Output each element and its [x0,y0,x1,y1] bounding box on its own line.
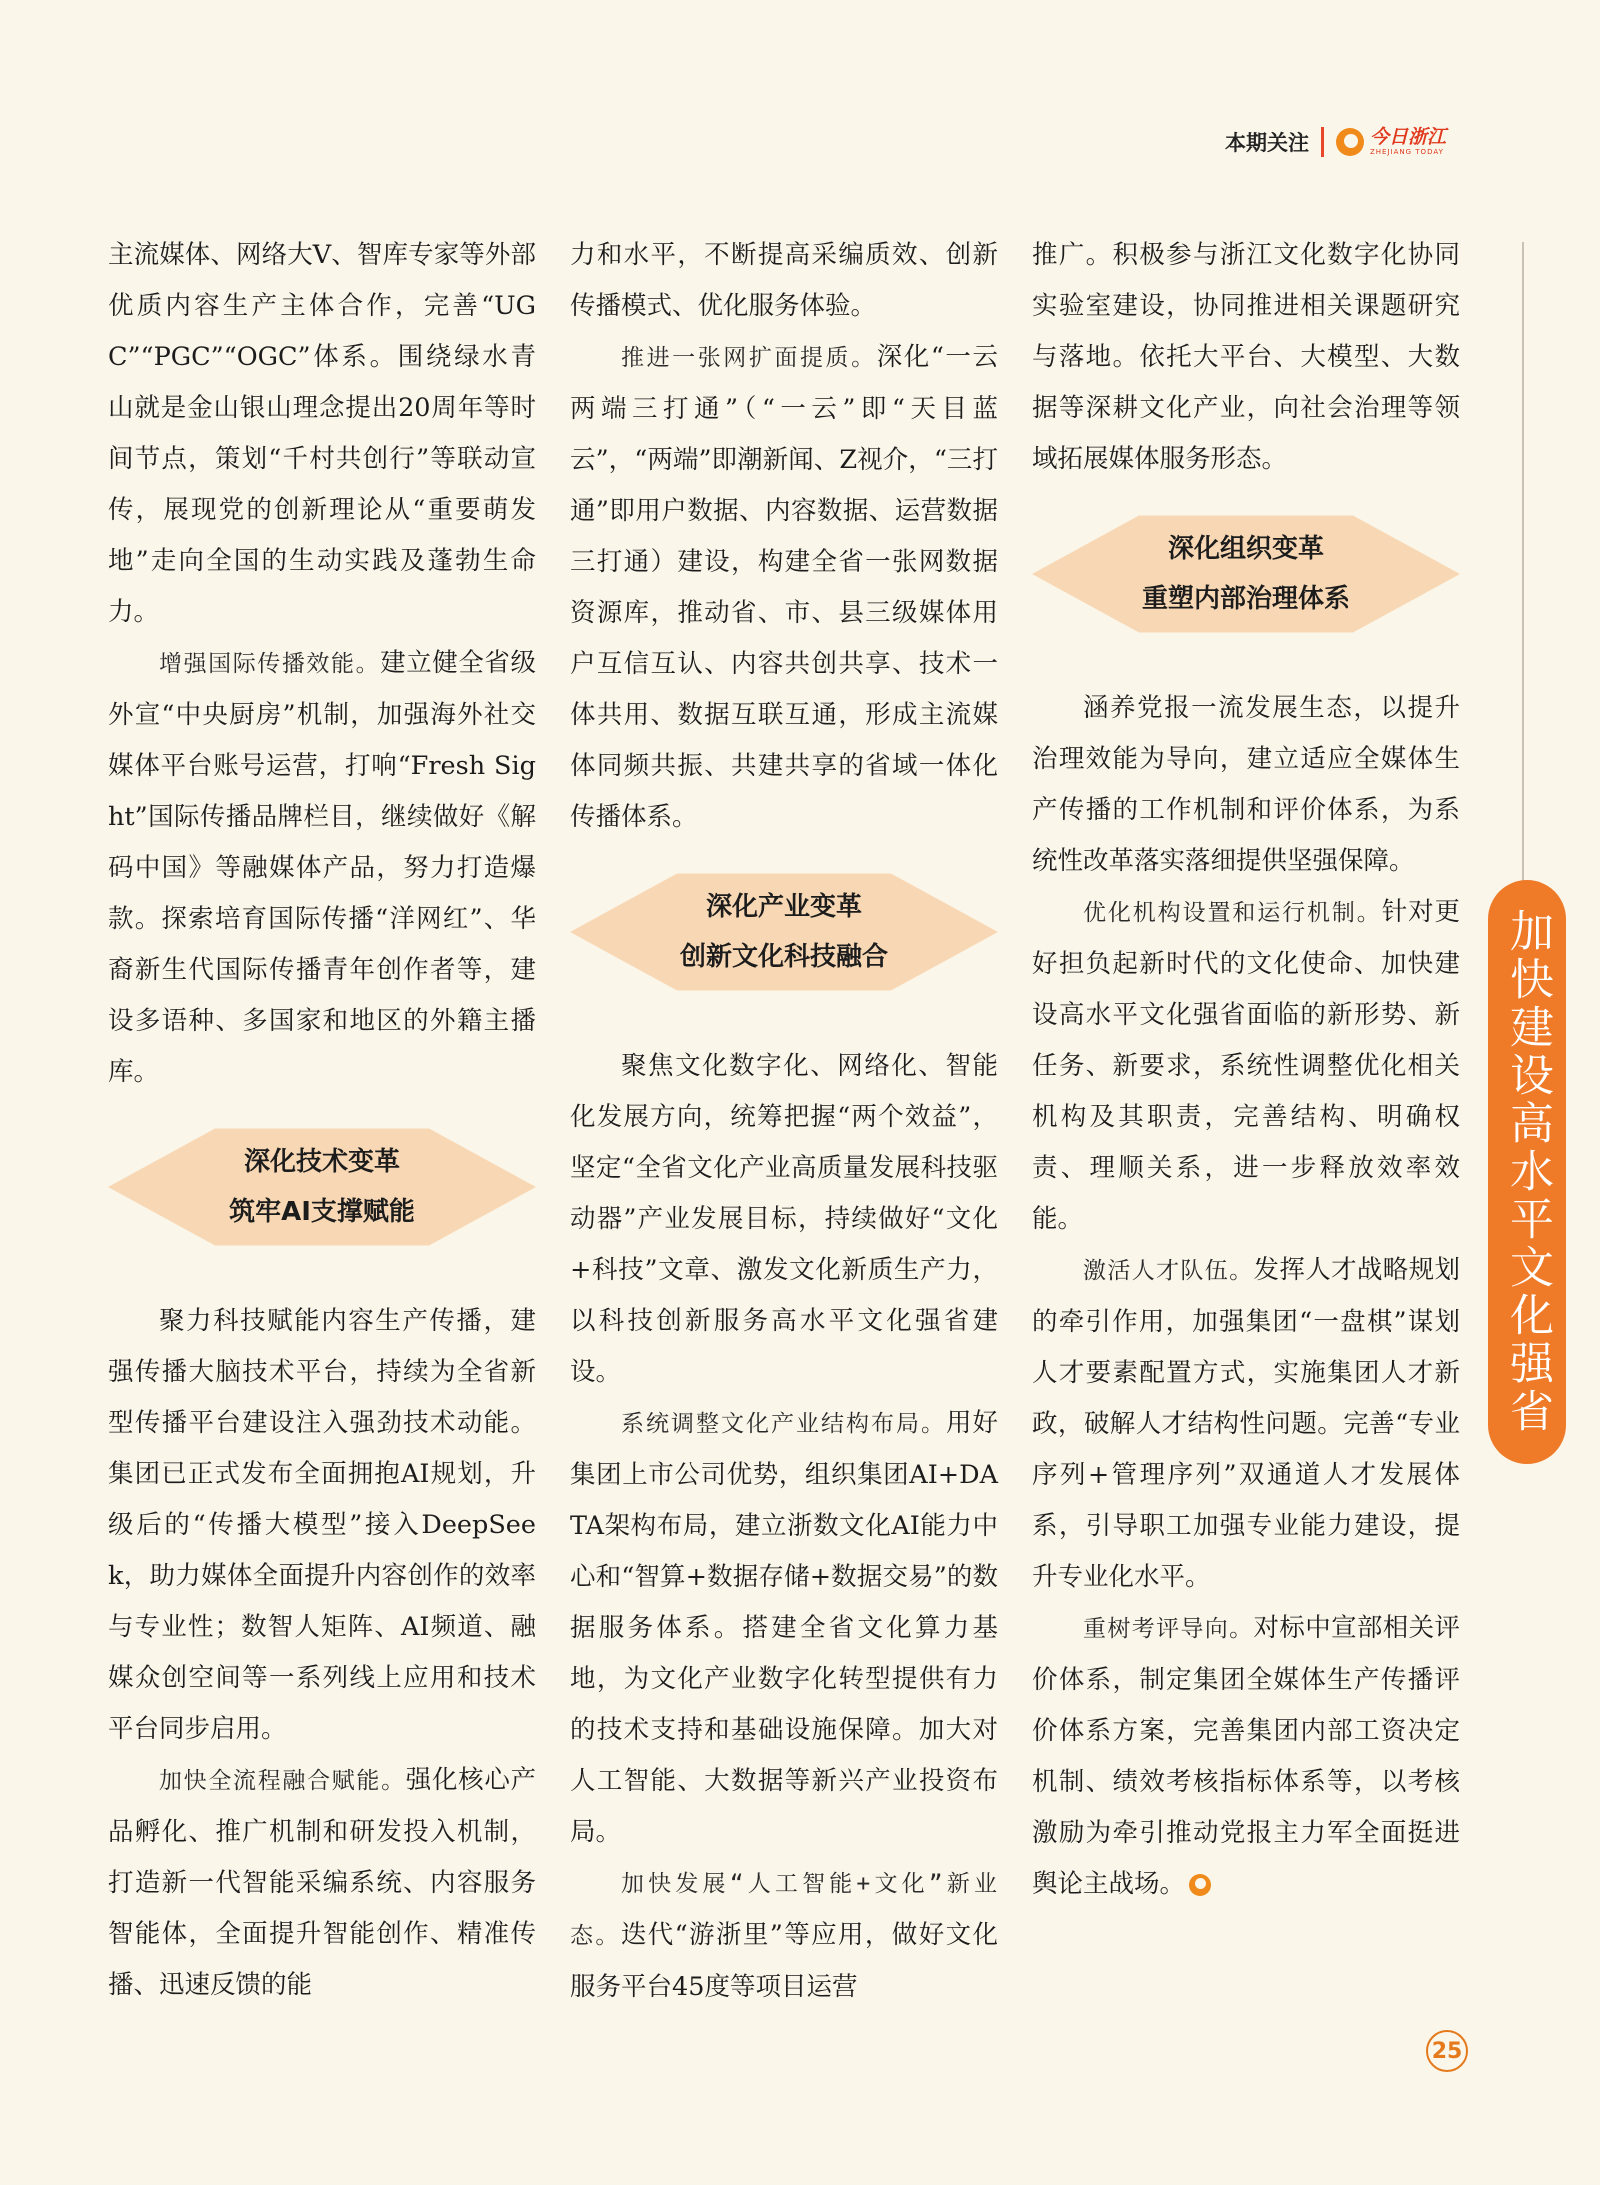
paragraph-body: 迭代“游浙里”等应用，做好文化服务平台45度等项目运营 [570,1920,999,2002]
subheading-line2: 重塑内部治理体系 [1141,584,1350,614]
subheading-line2: 筑牢AI支撑赋能 [229,1197,415,1227]
paragraph-lead: 推进一张网扩面提质。 [621,345,877,371]
paragraph-lead: 激活人才队伍。 [1083,1258,1254,1284]
magazine-logo [1336,128,1446,156]
subheading-line1: 深化产业变革 [705,892,862,922]
page-header [1225,124,1446,160]
subheading-line2: 创新文化科技融合 [679,942,888,972]
paragraph-body: 强化核心产品孵化、推广机制和研发投入机制，打造新一代智能采编系统、内容服务智能体，全面提升智能创作、精准传播、迅速反馈的能 [108,1765,536,2000]
subheading-line1: 深化组织变革 [1167,534,1324,564]
page-number: 25 [1426,2030,1468,2072]
paragraph [570,332,998,843]
paragraph [1032,887,1460,1245]
column-1 [108,230,536,2011]
subheading-line1: 深化技术变革 [243,1147,400,1177]
logo-subtitle: ZHEJIANG TODAY [1370,148,1444,156]
header-divider [1321,127,1324,157]
paragraph: 推广。积极参与浙江文化数字化协同实验室建设，协同推进相关课题研究与落地。依托大平台、大模型、大数据等深耕文化产业，向社会治理等领域拓展媒体服务形态。 [1032,240,1460,474]
paragraph-lead: 系统调整文化产业结构布局。 [621,1411,946,1437]
paragraph: 涵养党报一流发展生态，以提升治理效能为导向，建立适应全媒体生产传播的工作机制和评价体系，为系统性改革落实落细提供坚强保障。 [1032,693,1460,876]
paragraph-body: 用好集团上市公司优势，组织集团AI+DATA架构布局，建立浙数文化AI能力中心和“智算+数据存储+数据交易”的数据服务体系。搭建全省文化算力基地，为文化产业数字化转型提供有力的技术支持和基础设施保障。加大对人工智能、大数据等新兴产业投资布局。 [570,1408,998,1847]
column-2 [570,230,998,2013]
subheading-organization [1032,509,1460,639]
subheading-industry [570,867,998,997]
paragraph [570,1858,998,2013]
paragraph-body: 针对更好担负起新时代的文化使命、加快建设高水平文化强省面临的新形势、新任务、新要求，系统性调整优化相关机构及其职责，完善结构、明确权责、理顺关系，进一步释放效率效能。 [1032,897,1460,1234]
paragraph-body: 建立健全省级外宣“中央厨房”机制，加强海外社交媒体平台账号运营，打响“Fresh Sight”国际传播品牌栏目，继续做好《解码中国》等融媒体产品，努力打造爆款。探索培育国际传播“洋网红”、华裔新生代国际传播青年创作者等，建设多语种、多国家和地区的外籍主播库。 [108,648,536,1087]
side-rule [1522,242,1524,882]
paragraph [570,1398,998,1858]
paragraph-body: 深化“一云两端三打通”（“一云”即“天目蓝云”，“两端”即潮新闻、Z视介，“三打通”即用户数据、内容数据、运营数据三打通）建设，构建全省一张网数据资源库，推动省、市、县三级媒体用户互信互认、内容共创共享、技术一体共用、数据互联互通，形成主流媒体同频共振、共建共享的省域一体化传播体系。 [570,342,998,832]
paragraph: 主流媒体、网络大V、智库专家等外部优质内容生产主体合作，完善“UGC”“PGC”“OGC”体系。围绕绿水青山就是金山银山理念提出20周年等时间节点，策划“千村共创行”等联动宣传，展现党的创新理论从“重要萌发地”走向全国的生动实践及蓬勃生命力。 [108,240,536,627]
paragraph: 聚焦文化数字化、网络化、智能化发展方向，统筹把握“两个效益”，坚定“全省文化产业高质量发展科技驱动器”产业发展目标，持续做好“文化+科技”文章、激发文化新质生产力，以科技创新服务高水平文化强省建设。 [570,1051,998,1387]
paragraph-lead: 加快全流程融合赋能。 [159,1768,406,1794]
paragraph-body: 对标中宣部相关评价体系，制定集团全媒体生产传播评价体系方案，完善集团内部工资决定机制、绩效考核指标体系等，以考核激励为牵引推动党报主力军全面挺进舆论主战场。 [1032,1613,1460,1899]
paragraph-body: 发挥人才战略规划的牵引作用，加强集团“一盘棋”谋划人才要素配置方式，实施集团人才新政，破解人才结构性问题。完善“专业序列+管理序列”双通道人才发展体系，引导职工加强专业能力建设，提升专业化水平。 [1032,1255,1460,1592]
article-end-icon [1189,1874,1211,1896]
side-section-tab [1488,880,1566,1464]
logo-title: 今日浙江 [1370,126,1447,148]
paragraph: 力和水平，不断提高采编质效、创新传播模式、优化服务体验。 [570,240,998,321]
paragraph: 聚力科技赋能内容生产传播，建强传播大脑技术平台，持续为全省新型传播平台建设注入强劲技术动能。集团已正式发布全面拥抱AI规划，升级后的“传播大模型”接入DeepSeek，助力媒体全面提升内容创作的效率与专业性；数智人矩阵、AI频道、融媒众创空间等一系列线上应用和技术平台同步启用。 [108,1306,536,1744]
paragraph-lead: 重树考评导向。 [1083,1616,1254,1642]
side-section-title: 加快建设高水平文化强省 [1502,908,1553,1436]
paragraph [108,1755,536,2011]
logo-sun-icon [1336,128,1364,156]
column-3 [1032,230,1460,1910]
paragraph [108,638,536,1098]
paragraph-lead: 增强国际传播效能。 [159,651,381,677]
paragraph [1032,1603,1460,1910]
subheading-tech [108,1122,536,1252]
section-label: 本期关注 [1225,131,1309,155]
paragraph-lead: 加快发展“人工智能+文化”新业态。 [570,1871,998,1949]
paragraph-lead: 优化机构设置和运行机制。 [1083,900,1382,926]
paragraph [1032,1245,1460,1603]
